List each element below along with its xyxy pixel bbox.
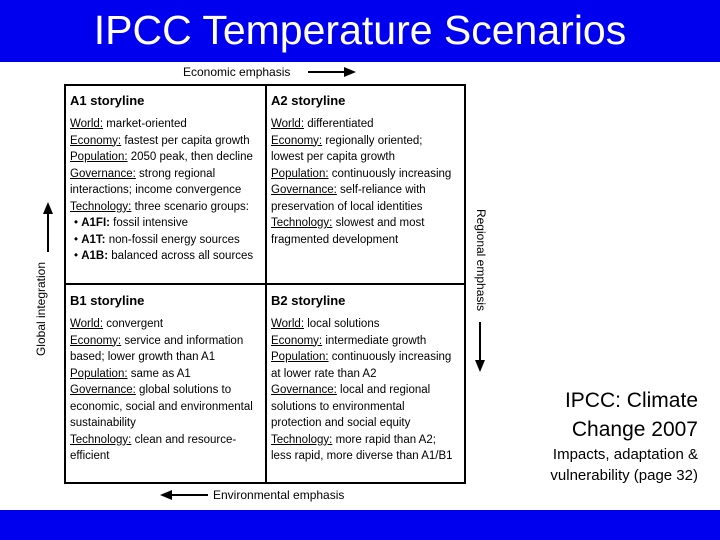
quadrant-b2 <box>271 292 465 465</box>
quadrant-b2-line <box>271 432 465 449</box>
arrow-down-icon <box>475 360 485 372</box>
quadrant-a2-line <box>271 133 465 150</box>
attribute-text: based; lower growth than A1 <box>70 351 216 363</box>
quadrant-b1-line <box>70 399 264 416</box>
caption-line-3: Impacts, adaptation & <box>552 446 698 463</box>
quadrant-b1-line <box>70 316 264 333</box>
quadrant-a1-line <box>70 116 264 133</box>
arrow-right-line <box>479 322 481 362</box>
arrow-right-icon <box>344 67 356 77</box>
attribute-key: Economy: <box>271 334 323 347</box>
attribute-key: Economy: <box>271 134 323 147</box>
bottom-bar <box>0 510 720 540</box>
attribute-text: fastest per capita growth <box>121 134 250 147</box>
attribute-text: 2050 peak, then decline <box>127 151 253 163</box>
quadrant-b1-line <box>70 382 264 399</box>
attribute-text: more rapid than A2; <box>332 433 436 446</box>
quadrant-b2-title: B2 storyline <box>271 293 346 308</box>
quadrant-a2-line <box>271 166 465 183</box>
scenario-group-key: A1FI: <box>81 217 110 229</box>
attribute-key: Economy: <box>70 134 122 147</box>
arrow-top-line <box>308 71 348 73</box>
quadrant-b2-line <box>271 399 465 416</box>
attribute-key: Governance: <box>271 384 337 396</box>
attribute-text: sustainability <box>70 417 136 429</box>
bullet-icon: • <box>74 250 82 262</box>
quadrant-b1-line <box>70 349 264 366</box>
quadrant-b1-line <box>70 366 264 383</box>
attribute-text: differentiated <box>304 118 374 130</box>
quadrant-b2-line <box>271 316 465 333</box>
bullet-icon: • <box>74 217 82 229</box>
attribute-text: global solutions to <box>135 384 232 396</box>
scenario-group-item <box>70 215 264 232</box>
attribute-text: continuously increasing <box>328 351 452 363</box>
quadrant-b2-line <box>271 366 465 383</box>
quadrant-a2 <box>271 92 465 248</box>
quadrant-a2-title: A2 storyline <box>271 93 346 108</box>
scenario-group-text: non-fossil energy sources <box>105 233 240 246</box>
quadrant-b2-line <box>271 349 465 366</box>
attribute-key: Population: <box>70 151 128 163</box>
attribute-text: self-reliance with <box>336 184 426 196</box>
caption-line-1: IPCC: Climate <box>564 389 698 412</box>
arrow-left-line <box>47 212 49 252</box>
quadrant-b1-line <box>70 448 264 465</box>
attribute-key: Technology: <box>70 433 132 446</box>
attribute-text: efficient <box>70 450 110 462</box>
quadrant-a1-line <box>70 182 264 199</box>
scenario-group-text: balanced across all sources <box>108 250 254 262</box>
axis-label-left: Global integration <box>34 261 49 357</box>
quadrant-a2-line <box>271 182 465 199</box>
attribute-text: regionally oriented; <box>322 134 423 147</box>
quadrant-a2-line <box>271 116 465 133</box>
attribute-text: interactions; income convergence <box>70 184 242 196</box>
grid-divider-horizontal <box>66 283 464 285</box>
attribute-key: Governance: <box>70 167 136 180</box>
quadrant-b1-title: B1 storyline <box>70 293 145 308</box>
quadrant-b2-line <box>271 415 465 432</box>
attribute-key: Population: <box>70 367 128 380</box>
quadrant-a1-line <box>70 149 264 166</box>
scenario-group-text: fossil intensive <box>109 217 188 229</box>
attribute-key: World: <box>271 118 305 130</box>
attribute-text: convergent <box>103 318 164 330</box>
attribute-text: slowest and most <box>332 217 425 229</box>
quadrant-a1-line <box>70 133 264 150</box>
quadrant-a1 <box>70 92 264 265</box>
attribute-key: Economy: <box>70 334 122 347</box>
attribute-text: fragmented development <box>271 233 399 246</box>
attribute-text: economic, social and environmental <box>70 400 253 413</box>
quadrant-a2-line <box>271 215 465 232</box>
quadrant-a2-line <box>271 199 465 216</box>
quadrant-a2-line <box>271 149 465 166</box>
quadrant-b1-line <box>70 333 264 350</box>
attribute-key: Technology: <box>271 217 333 229</box>
attribute-key: World: <box>70 318 104 330</box>
quadrant-b1 <box>70 292 264 465</box>
quadrant-b1-line <box>70 415 264 432</box>
source-caption <box>480 386 698 486</box>
storyline-grid <box>64 84 466 484</box>
attribute-key: Governance: <box>70 384 136 396</box>
bullet-icon: • <box>74 233 82 246</box>
attribute-key: Technology: <box>70 200 132 213</box>
scenario-group-item <box>70 232 264 249</box>
attribute-key: World: <box>70 118 104 130</box>
attribute-text: lowest per capita growth <box>271 151 396 163</box>
quadrant-b2-line <box>271 333 465 350</box>
attribute-text: clean and resource- <box>131 433 237 446</box>
arrow-bottom-line <box>170 494 208 496</box>
axis-label-top: Economic emphasis <box>183 65 291 79</box>
scenario-group-key: A1B: <box>81 250 109 262</box>
quadrant-b2-line <box>271 382 465 399</box>
attribute-text: same as A1 <box>127 367 191 380</box>
attribute-key: Governance: <box>271 184 337 196</box>
attribute-key: Technology: <box>271 433 333 446</box>
quadrant-a1-line <box>70 199 264 216</box>
quadrant-a1-title: A1 storyline <box>70 93 145 108</box>
quadrant-a2-line <box>271 232 465 249</box>
attribute-text: local solutions <box>304 318 380 330</box>
caption-line-2: Change 2007 <box>571 418 698 441</box>
attribute-text: less rapid, more diverse than A1/B1 <box>271 450 453 462</box>
attribute-text: market-oriented <box>103 118 187 130</box>
attribute-text: strong regional <box>135 167 216 180</box>
attribute-text: at lower rate than A2 <box>271 367 377 380</box>
axis-label-bottom: Environmental emphasis <box>213 488 345 502</box>
quadrant-b2-line <box>271 448 465 465</box>
attribute-key: World: <box>271 318 305 330</box>
scenario-group-key: A1T: <box>81 233 106 246</box>
attribute-key: Population: <box>271 167 329 180</box>
attribute-key: Population: <box>271 351 329 363</box>
scenario-group-item <box>70 248 264 265</box>
axis-label-right: Regional emphasis <box>474 208 489 312</box>
attribute-text: continuously increasing <box>328 167 452 180</box>
quadrant-b1-line <box>70 432 264 449</box>
attribute-text: local and regional <box>336 384 431 396</box>
attribute-text: protection and social equity <box>271 417 411 429</box>
attribute-text: service and information <box>121 334 244 347</box>
slide-title: IPCC Temperature Scenarios <box>93 7 627 53</box>
quadrant-a1-line <box>70 166 264 183</box>
attribute-text: solutions to environmental <box>271 400 405 413</box>
attribute-text: preservation of local identities <box>271 200 423 213</box>
attribute-text: three scenario groups: <box>131 200 249 213</box>
caption-line-4: vulnerability (page 32) <box>550 467 698 484</box>
attribute-text: intermediate growth <box>322 334 427 347</box>
